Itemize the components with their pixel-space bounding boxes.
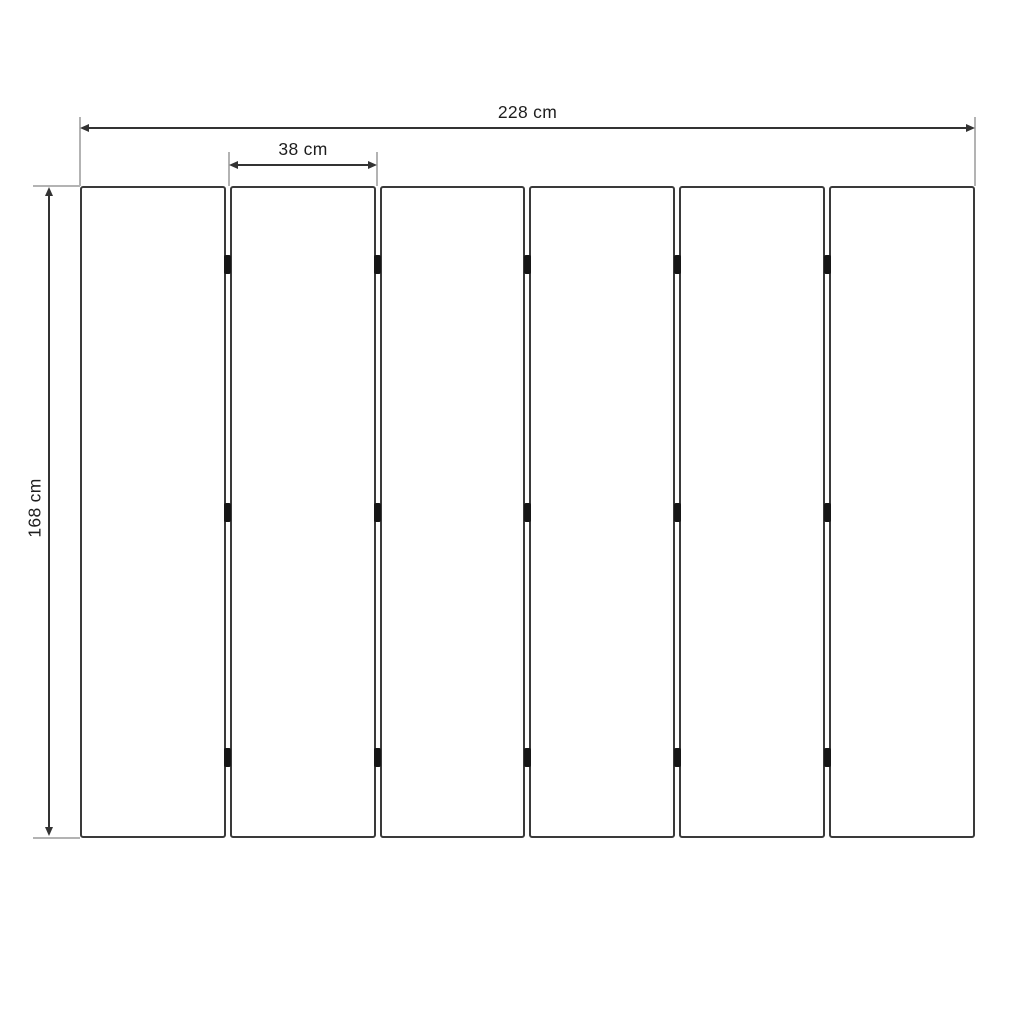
- panels-row: [80, 186, 975, 838]
- panel: [380, 186, 526, 838]
- arrowhead-right-icon: [966, 124, 975, 132]
- arrowhead-down-icon: [45, 827, 53, 836]
- total-width-dimension-label: 228 cm: [497, 102, 558, 122]
- panel: [230, 186, 376, 838]
- panel-width-dimension-label: 38 cm: [278, 139, 328, 159]
- height-dimension-label: 168 cm: [24, 478, 45, 538]
- arrowhead-left-icon: [80, 124, 89, 132]
- panel: [679, 186, 825, 838]
- arrowhead-left-icon: [229, 161, 238, 169]
- total-width-dimension-line: [84, 127, 971, 129]
- arrowhead-right-icon: [368, 161, 377, 169]
- extension-line-height-top: [33, 185, 80, 187]
- extension-line-height-bottom: [33, 837, 80, 839]
- panel: [829, 186, 975, 838]
- panel: [80, 186, 226, 838]
- arrowhead-up-icon: [45, 187, 53, 196]
- height-dimension-line: [48, 191, 50, 832]
- panel: [529, 186, 675, 838]
- panel-width-dimension-line: [233, 164, 373, 166]
